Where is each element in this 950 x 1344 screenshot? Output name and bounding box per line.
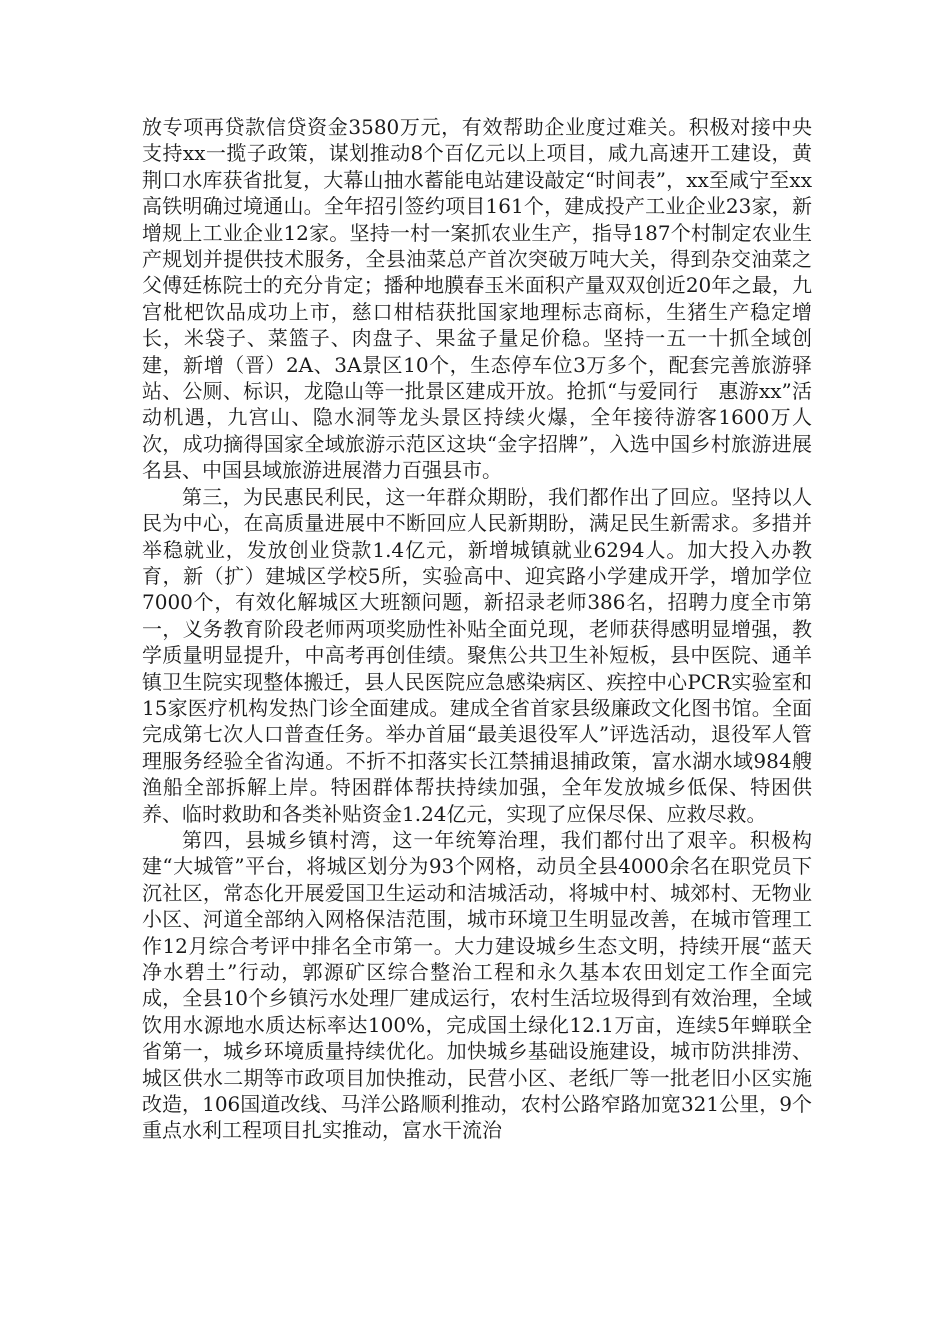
paragraph-fourth-point: 第四，县城乡镇村湾，这一年统筹治理，我们都付出了艰辛。积极构建“大城管”平台，将城区划分为93个网格，动员全县4000余名在职党员下沉社区，常态化开展爱国卫生运动和洁城活动，将城中村、城郊村、无物业小区、河道全部纳入网格保洁范围，城市环境卫生明显改善，在城市管理工作12月综合考评中排名全市第一。大力建设城乡生态文明，持续开展“蓝天净水碧土”行动，郭源矿区综合整治工程和永久基本农田划定工作全面完成，全县10个乡镇污水处理厂建成运行，农村生活垃圾得到有效治理，全域饮用水源地水质达标率达100%，完成国土绿化12.1万亩，连续5年蝉联全省第一，城乡环境质量持续优化。加快城乡基础设施建设，城市防洪排涝、城区供水二期等市政项目加快推动，民营小区、老纸厂等一批老旧小区实施改造，106国道改线、马洋公路顺利推动，农村公路窄路加宽321公里，9个重点水利工程项目扎实推动，富水干流治 [142, 827, 812, 1143]
paragraph-third-point: 第三，为民惠民利民，这一年群众期盼，我们都作出了回应。坚持以人民为中心，在高质量进展中不断回应人民新期盼，满足民生新需求。多措并举稳就业，发放创业贷款1.4亿元，新增城镇就业6294人。加大投入办教育，新（扩）建城区学校5所，实验高中、迎宾路小学建成开学，增加学位7000个，有效化解城区大班额问题，新招录老师386名，招聘力度全市第一，义务教育阶段老师两项奖励性补贴全面兑现，老师获得感明显增强，教学质量明显提升，中高考再创佳绩。聚焦公共卫生补短板，县中医院、通羊镇卫生院实现整体搬迁，县人民医院应急感染病区、疾控中心PCR实验室和15家医疗机构发热门诊全面建成。建成全省首家县级廉政文化图书馆。全面完成第七次人口普查任务。举办首届“最美退役军人”评选活动，退役军人管理服务经验全省沟通。不折不扣落实长江禁捕退捕政策，富水湖水域984艘渔船全部拆解上岸。特困群体帮扶持续加强，全年发放城乡低保、特困供养、临时救助和各类补贴资金1.24亿元，实现了应保尽保、应救尽救。 [142, 484, 812, 826]
paragraph-continued: 放专项再贷款信贷资金3580万元，有效帮助企业度过难关。积极对接中央支持xx一揽子政策，谋划推动8个百亿元以上项目，咸九高速开工建设，黄荆口水库获省批复，大幕山抽水蓄能电站建设敲定“时间表”，xx至咸宁至xx高铁明确过境通山。全年招引签约项目161个，建成投产工业企业23家，新增规上工业企业12家。坚持一村一案抓农业生产，指导187个村制定农业生产规划并提供技术服务，全县油菜总产首次突破万吨大关，得到杂交油菜之父傅廷栋院士的充分肯定；播种地膜春玉米面积产量双双创近20年之最，九宫枇杷饮品成功上市，慈口柑桔获批国家地理标志商标，生猪生产稳定增长，米袋子、菜篮子、肉盘子、果盆子量足价稳。坚持一五一十抓全域创建，新增（晋）2A、3A景区10个，生态停车位3万多个，配套完善旅游驿站、公厕、标识，龙隐山等一批景区建成开放。抢抓“与爱同行 惠游xx”活动机遇，九宫山、隐水洞等龙头景区持续火爆，全年接待游客1600万人次，成功摘得国家全域旅游示范区这块“金字招牌”，入选中国乡村旅游进展名县、中国县域旅游进展潜力百强县市。 [142, 115, 812, 483]
document-body [142, 114, 812, 1144]
